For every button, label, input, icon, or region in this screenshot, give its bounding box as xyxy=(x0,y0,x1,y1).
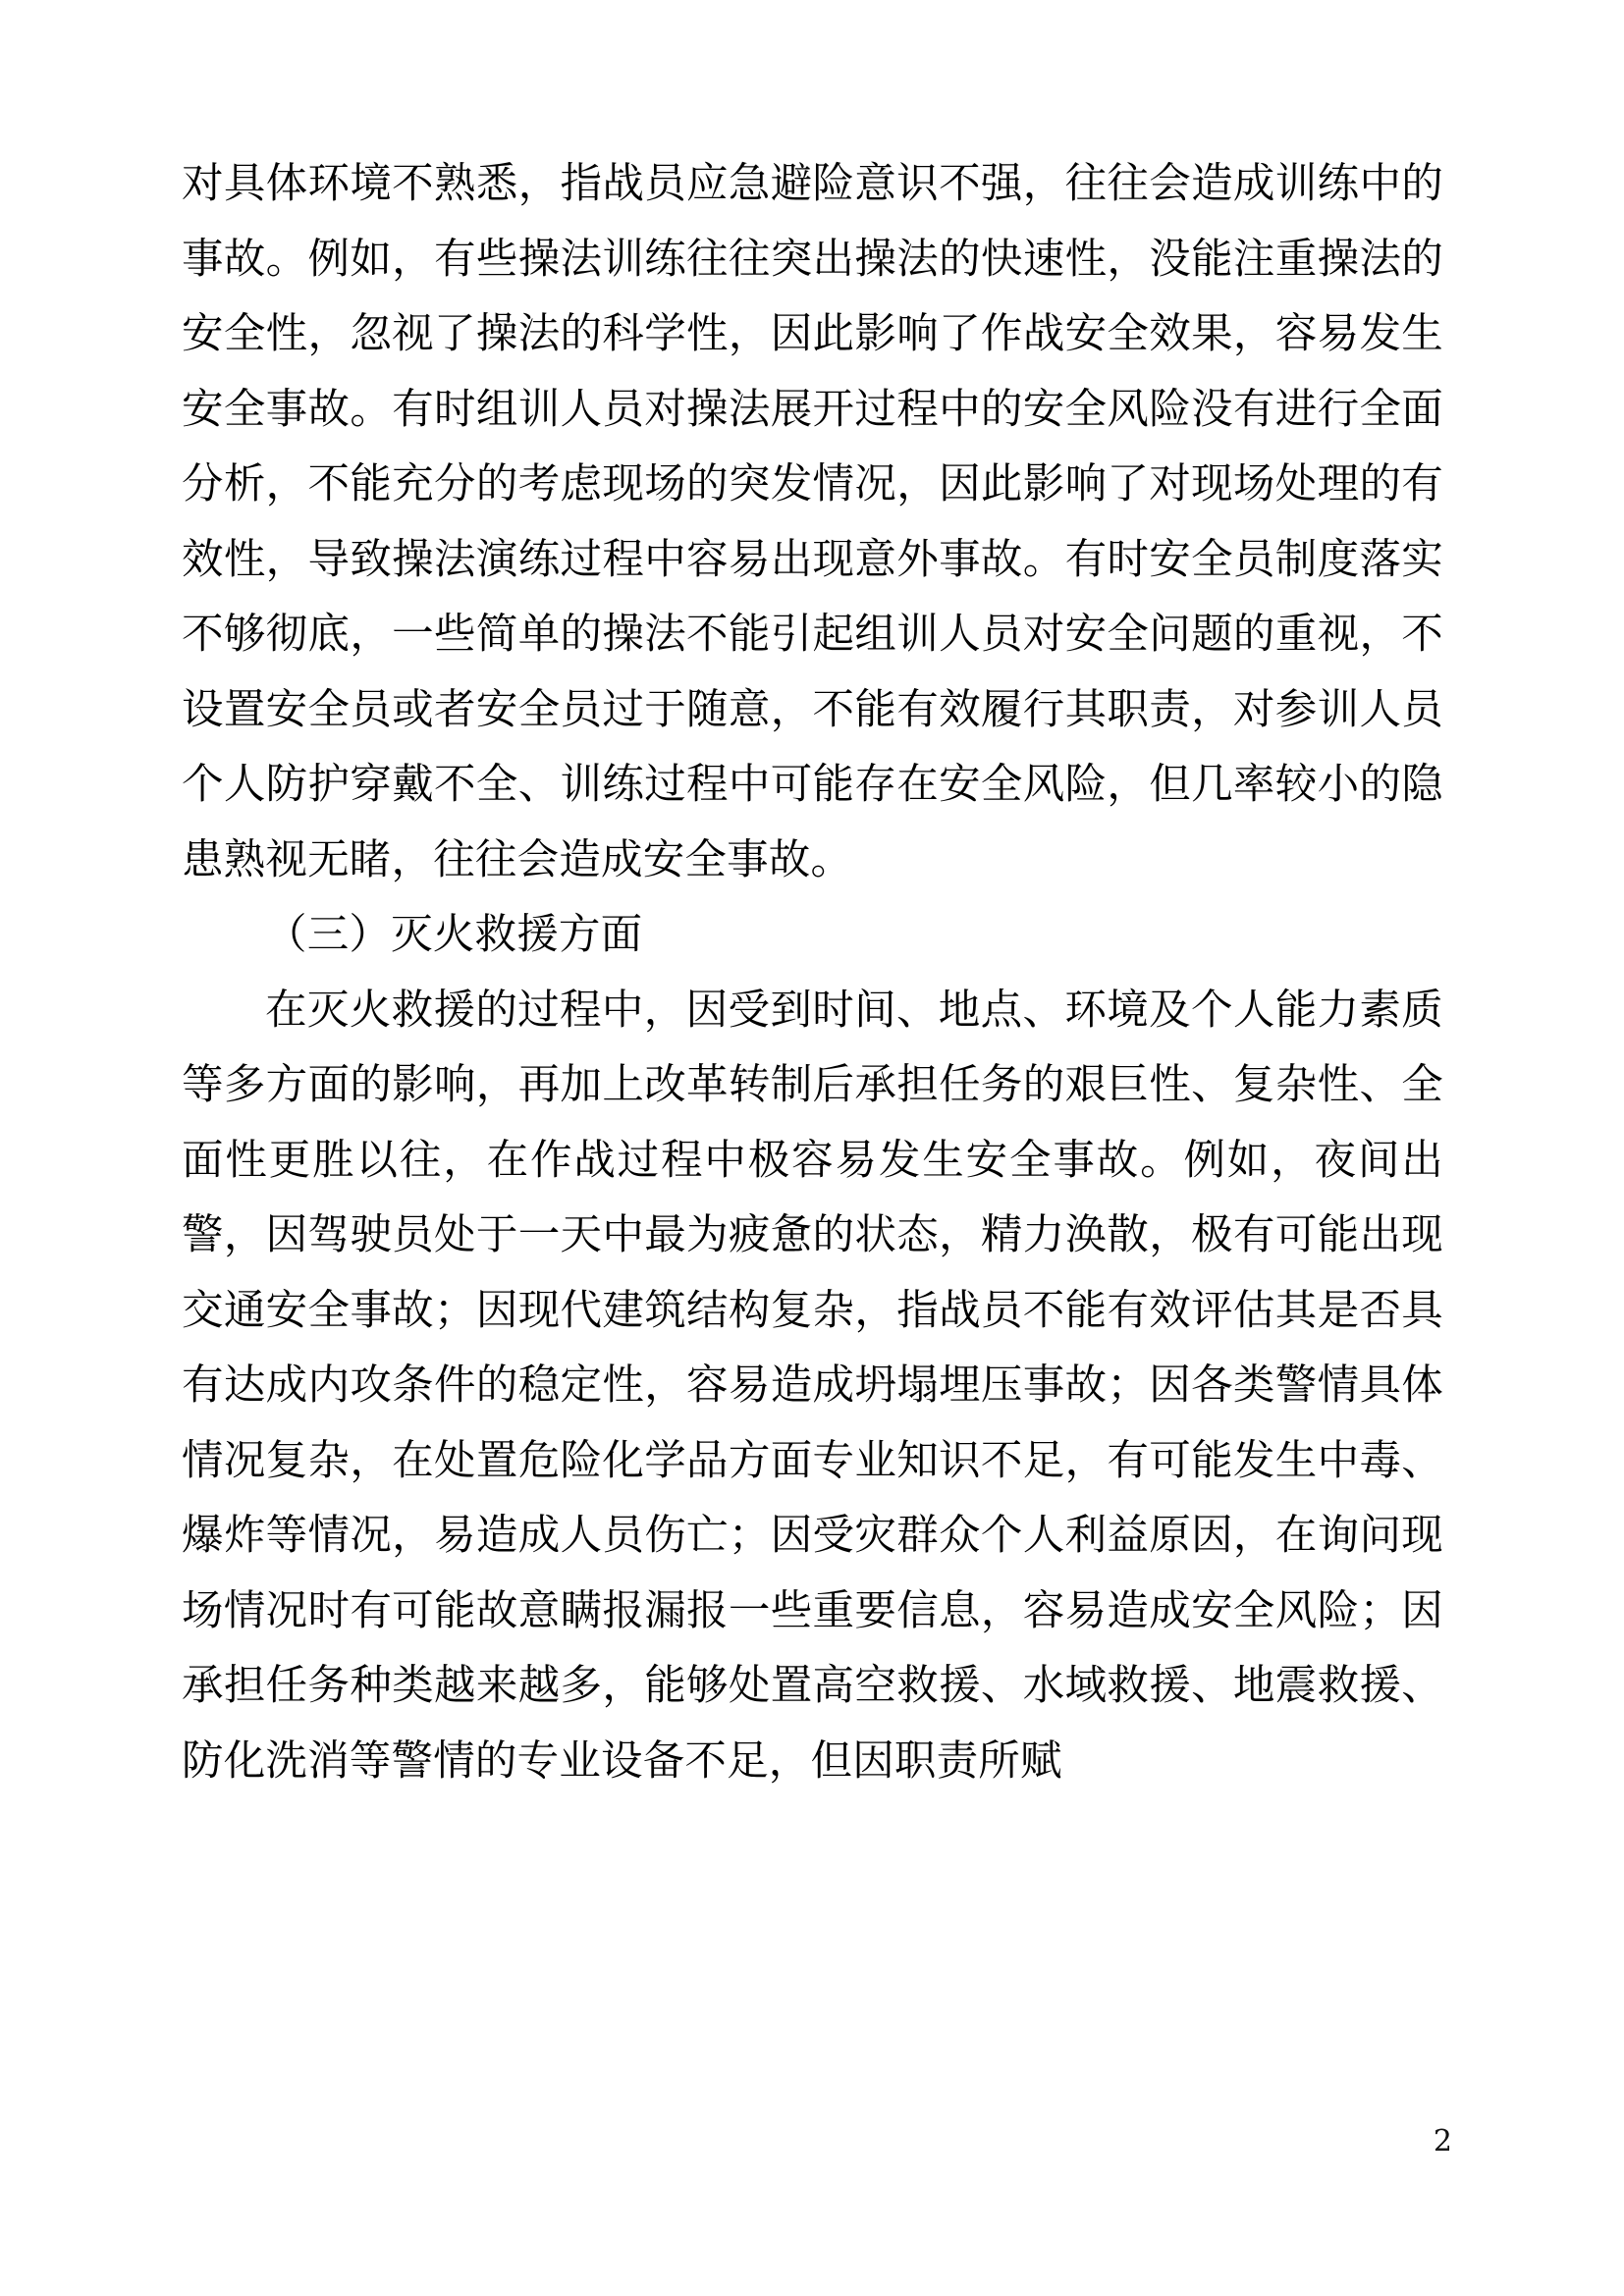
paragraph-continued-training-safety: 对具体环境不熟悉，指战员应急避险意识不强，往往会造成训练中的事故。例如，有些操法训练往往突出操法的快速性，没能注重操法的安全性，忽视了操法的科学性，因此影响了作战安全效果，容易发生安全事故。有时组训人员对操法展开过程中的安全风险没有进行全面分析，不能充分的考虑现场的突发情况，因此影响了对现场处理的有效性，导致操法演练过程中容易出现意外事故。有时安全员制度落实不够彻底，一些简单的操法不能引起组训人员对安全问题的重视，不设置安全员或者安全员过于随意，不能有效履行其职责，对参训人员个人防护穿戴不全、训练过程中可能存在安全风险，但几率较小的隐患熟视无睹，往往会造成安全事故。 xyxy=(182,160,1443,884)
page-number: 2 xyxy=(1433,2124,1452,2159)
paragraph-fire-rescue: 在灭火救援的过程中，因受到时间、地点、环境及个人能力素质等多方面的影响，再加上改革转制后承担任务的艰巨性、复杂性、全面性更胜以往，在作战过程中极容易发生安全事故。例如，夜间出警，因驾驶员处于一天中最为疲惫的状态，精力涣散，极有可能出现交通安全事故；因现代建筑结构复杂，指战员不能有效评估其是否具有达成内攻条件的稳定性，容易造成坍塌埋压事故；因各类警情具体情况复杂，在处置危险化学品方面专业知识不足，有可能发生中毒、爆炸等情况，易造成人员伤亡；因受灾群众个人利益原因，在询问现场情况时有可能故意瞒报漏报一些重要信息，容易造成安全风险；因承担任务种类越来越多，能够处置高空救援、水域救援、地震救援、防化洗消等警情的专业设备不足，但因职责所赋 xyxy=(182,986,1443,1786)
document-body-column xyxy=(182,147,1443,1799)
section-heading-three: （三）灭火救援方面 xyxy=(265,911,643,959)
